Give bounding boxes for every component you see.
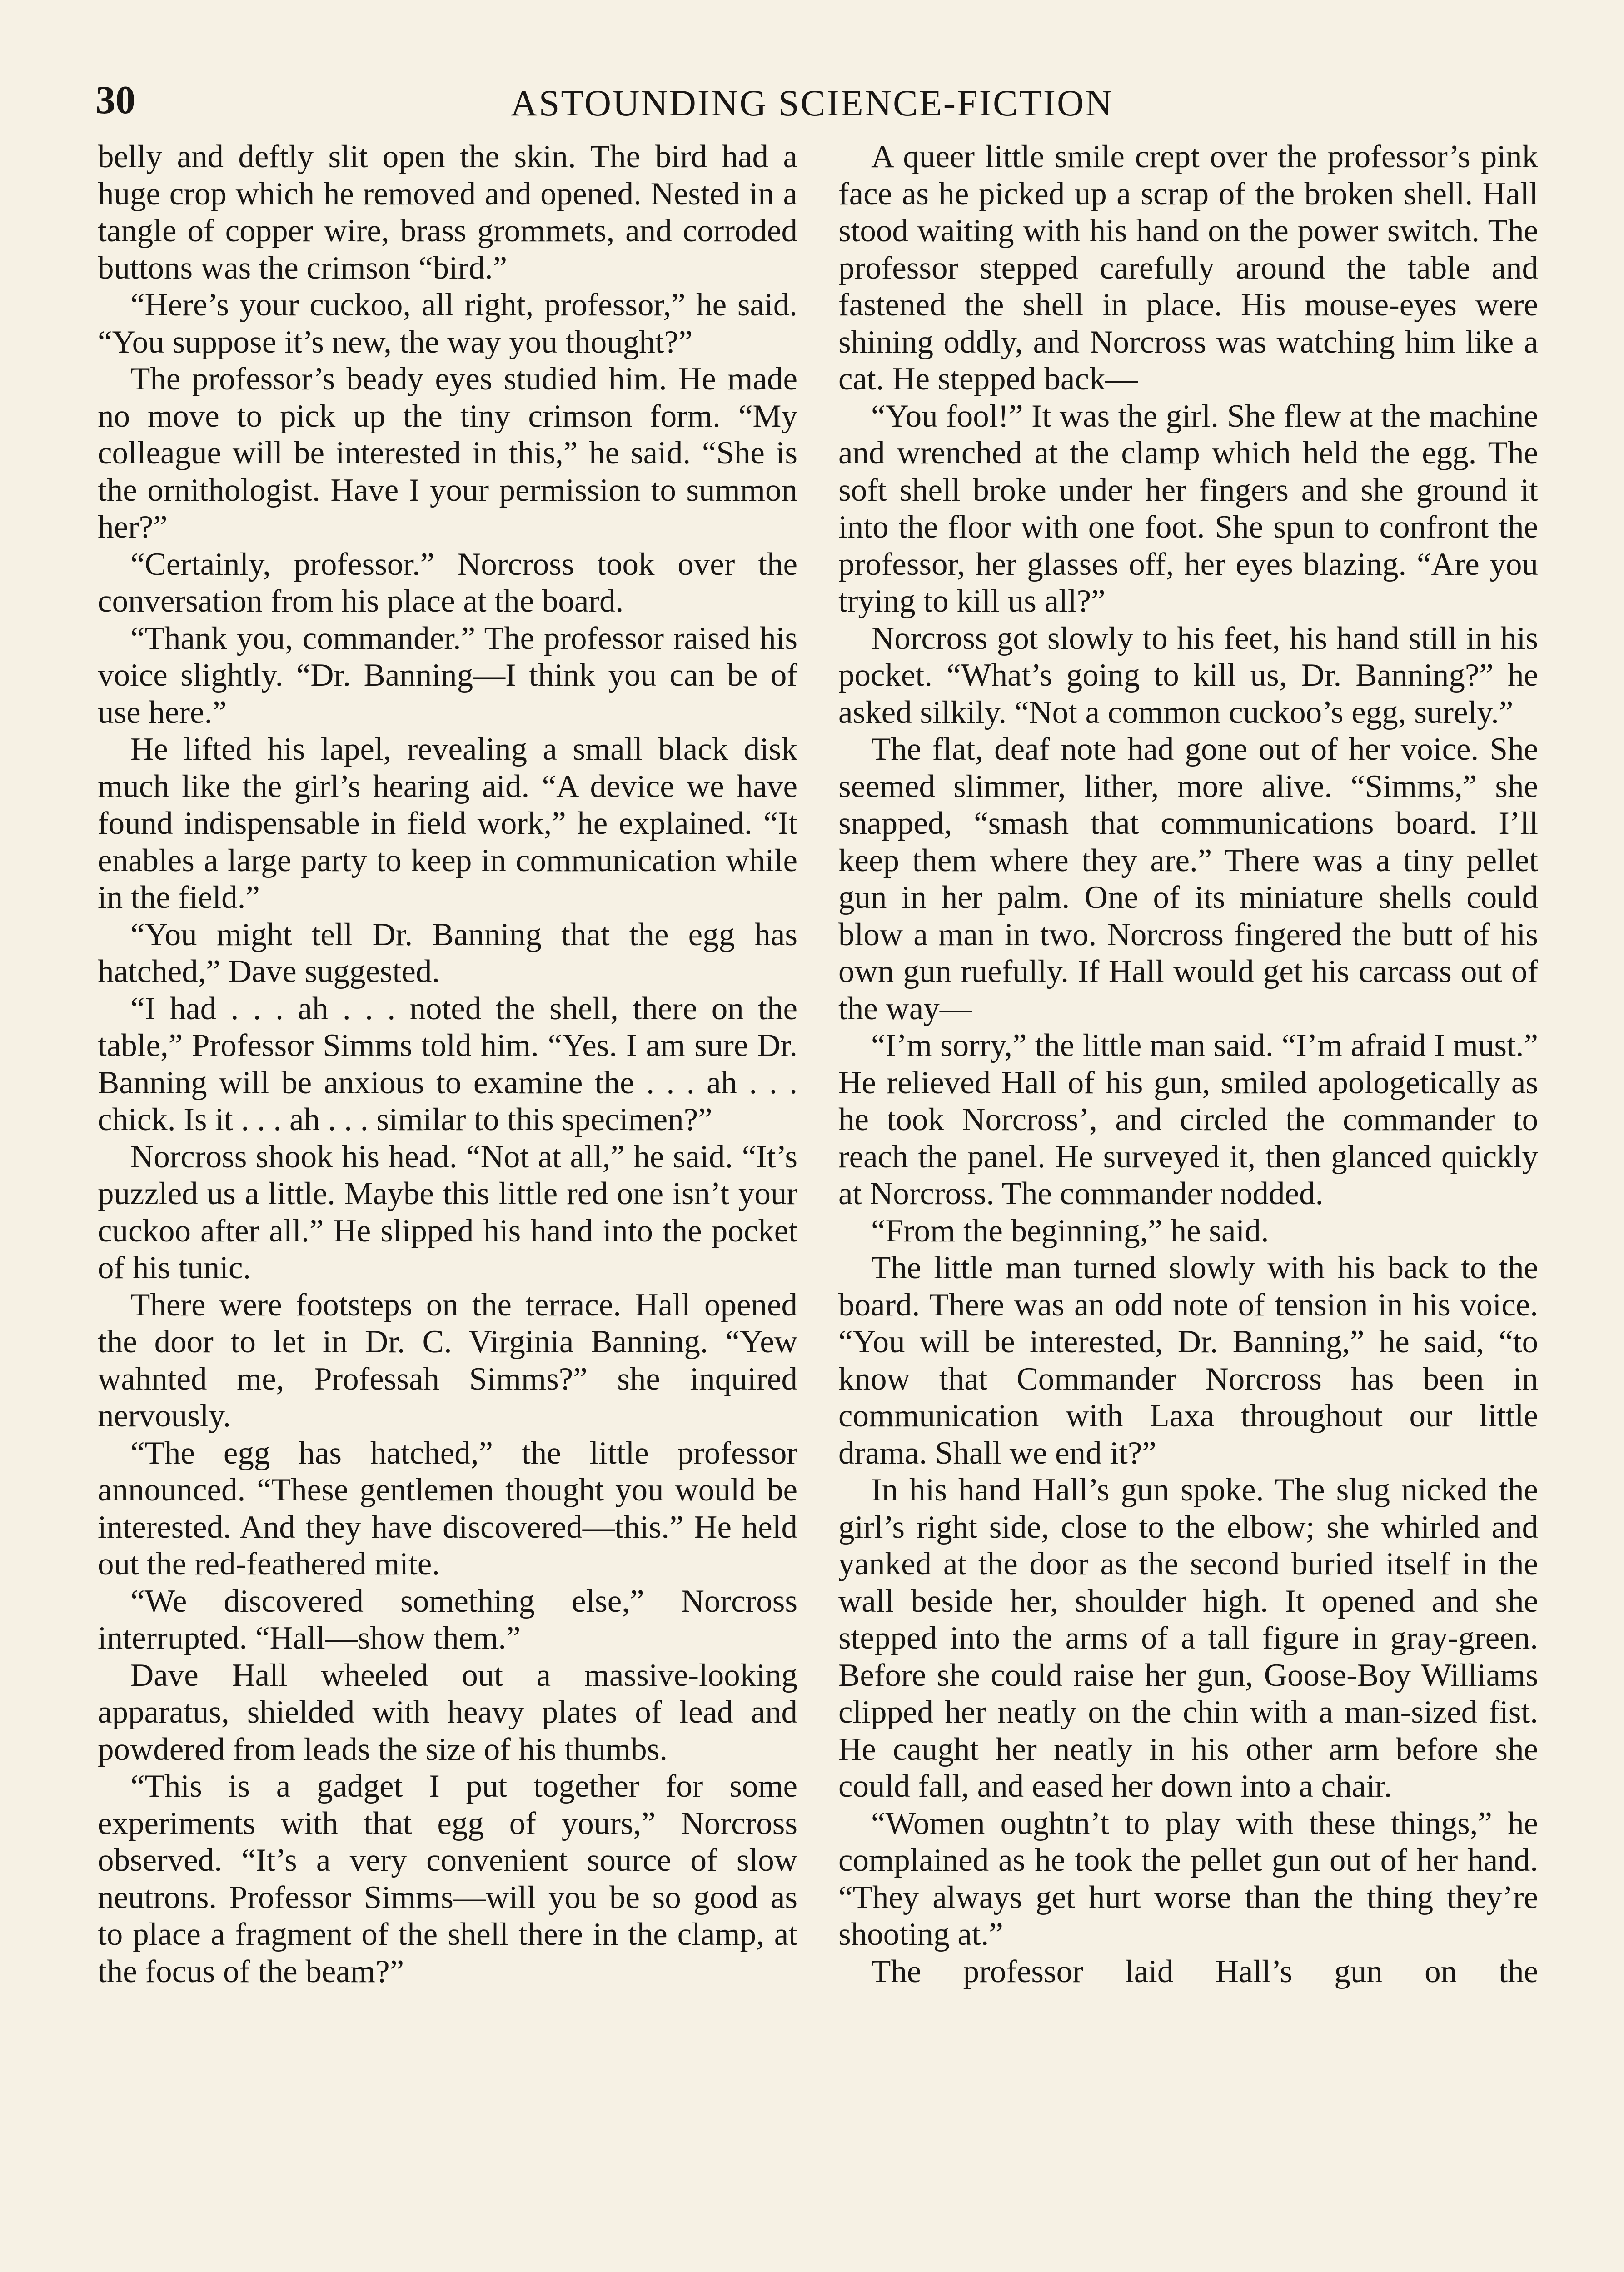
paragraph: The little man turned slowly with his back to the board. There was an odd note of tension in his voice. “You will be interested, Dr. Banning,” he said, “to know that Commander Norcross has been in communication with Laxa throughout our little drama. Shall we end it?” [838,1250,1538,1471]
paragraph: “Certainly, professor.” Norcross took over the conversation from his place at the board. [98,546,797,619]
paragraph: “I’m sorry,” the little man said. “I’m afraid I must.” He relieved Hall of his gun, smiled apologetically as he took Norcross’, and circled the commander to reach the panel. He surveyed it, then glanced quickly at Norcross. The commander nodded. [838,1028,1538,1211]
paragraph: “I had . . . ah . . . noted the shell, there on the table,” Professor Simms told him. “Yes. I am sure Dr. Banning will be anxious to examine the . . . ah . . . chick. Is it . . . ah . . . similar to this specimen?” [98,991,797,1137]
right-column [838,139,1538,1990]
paragraph: “Women oughtn’t to play with these things,” he complained as he took the pellet gun out of her hand. “They always get hurt worse than the thing they’re shooting at.” [838,1805,1538,1952]
paragraph: “We discovered something else,” Norcross interrupted. “Hall—show them.” [98,1583,797,1656]
running-head: ASTOUNDING SCIENCE-FICTION [510,82,1114,124]
page-header [95,68,1529,141]
paragraph: A queer little smile crept over the professor’s pink face as he picked up a scrap of the broken shell. Hall stood waiting with his hand on the power switch. The professor stepped carefully around the table and fastened the shell in place. His mouse-eyes were shining oddly, and Norcross was watching him like a cat. He stepped back— [838,139,1538,397]
paragraph: The flat, deaf note had gone out of her voice. She seemed slimmer, lither, more alive. “Simms,” she snapped, “smash that communications board. I’ll keep them where they are.” There was a tiny pellet gun in her palm. One of its miniature shells could blow a man in two. Norcross fingered the butt of his own gun ruefully. If Hall would get his carcass out of the way— [838,732,1538,1026]
paragraph: “You fool!” It was the girl. She flew at the machine and wrenched at the clamp which held the egg. The soft shell broke under her fingers and she ground it into the floor with one foot. She spun to confront the professor, her glasses off, her eyes blazing. “Are you trying to kill us all?” [838,398,1538,619]
paragraph: There were footsteps on the terrace. Hall opened the door to let in Dr. C. Virginia Banning. “Yew wahnted me, Professah Simms?” she inquired nervously. [98,1287,797,1434]
page-number: 30 [95,78,135,122]
paragraph: “This is a gadget I put together for some experiments with that egg of yours,” Norcross observed. “It’s a very convenient source of slow neutrons. Professor Simms—will you be so good as to place a fragment of the shell there in the clamp, at the focus of the beam?” [98,1769,797,1989]
paragraph: “You might tell Dr. Banning that the egg has hatched,” Dave suggested. [98,917,797,989]
paragraph: belly and deftly slit open the skin. The bird had a huge crop which he removed and opened. Nested in a tangle of copper wire, brass grommets, and corroded buttons was the crimson “bird.” [98,139,797,286]
left-column [98,139,797,1990]
paragraph: “The egg has hatched,” the little professor announced. “These gentlemen thought you would be interested. And they have discovered—this.” He held out the red-feathered mite. [98,1435,797,1582]
paragraph: The professor laid Hall’s gun on the [871,1953,1538,1989]
paragraph: Norcross got slowly to his feet, his hand still in his pocket. “What’s going to kill us, Dr. Banning?” he asked silkily. “Not a common cuckoo’s egg, surely.” [838,620,1538,730]
paragraph: “Here’s your cuckoo, all right, professor,” he said. “You suppose it’s new, the way you thought?” [98,287,797,360]
paragraph: Norcross shook his head. “Not at all,” he said. “It’s puzzled us a little. Maybe this little red one isn’t your cuckoo after all.” He slipped his hand into the pocket of his tunic. [98,1139,797,1285]
paragraph: “Thank you, commander.” The professor raised his voice slightly. “Dr. Banning—I think you can be of use here.” [98,620,797,730]
paragraph: In his hand Hall’s gun spoke. The slug nicked the girl’s right side, close to the elbow; she whirled and yanked at the door as the second buried itself in the wall beside her, shoulder high. It opened and she stepped into the arms of a tall figure in gray-green. Before she could raise her gun, Goose-Boy Williams clipped her neatly on the chin with a man-sized fist. He caught her neatly in his other arm before she could fall, and eased her down into a chair. [838,1472,1538,1804]
paragraph: The professor’s beady eyes studied him. He made no move to pick up the tiny crimson form. “My colleague will be interested in this,” he said. “She is the ornithologist. Have I your permission to summon her?” [98,361,797,545]
paragraph: “From the beginning,” he said. [871,1213,1269,1249]
paragraph: Dave Hall wheeled out a massive-looking apparatus, shielded with heavy plates of lead and powdered from leads the size of his thumbs. [98,1657,797,1767]
paragraph: He lifted his lapel, revealing a small black disk much like the girl’s hearing aid. “A device we have found indispensable in field work,” he explained. “It enables a large party to keep in communication while in the field.” [98,732,797,915]
